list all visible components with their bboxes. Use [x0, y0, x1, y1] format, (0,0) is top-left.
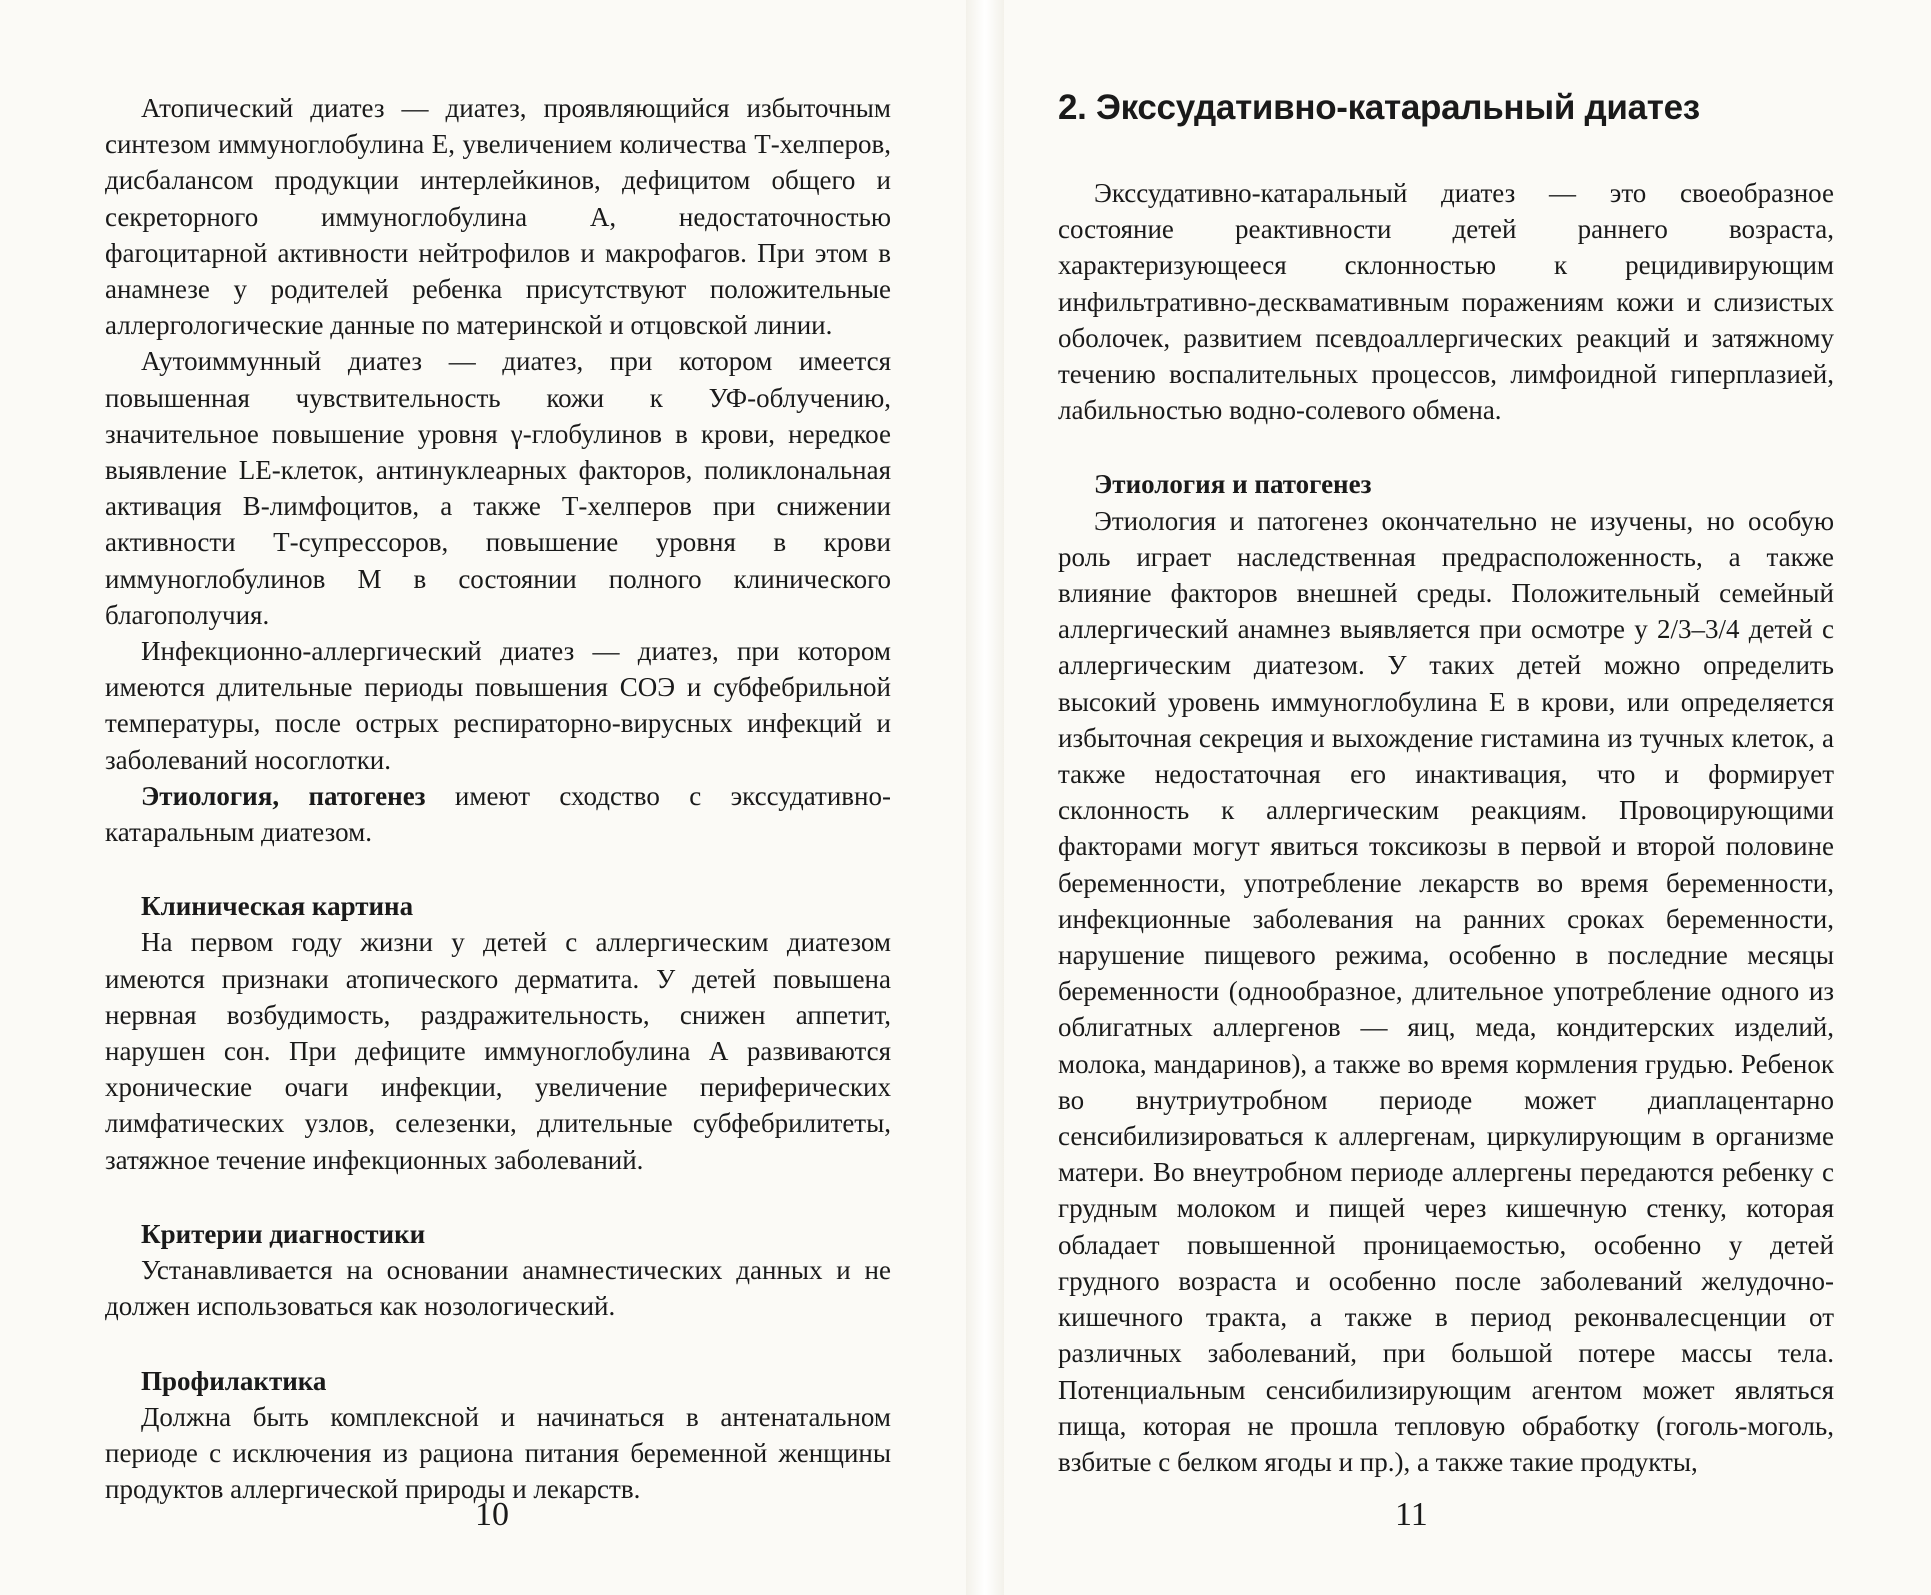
clinical-picture-text: На первом году жизни у детей с аллергическим диатезом имеются признаки атопического дерматита. У детей повышена нервная возбудимость, раздражительность, снижен аппетит, нарушен сон. При дефиците иммуноглобулина А развиваются хронические очаги инфекции, увеличение периферических лимфатических узлов, селезенки, длительные субфебрилитеты, затяжное течение инфекционных заболеваний.	[105, 927, 891, 1175]
etiology-rest-text: имеют сходство с экссудативно-катаральным диатезом.	[105, 780, 891, 848]
book-gutter	[966, 0, 1004, 1595]
diagnostic-criteria-heading: Критерии диагностики	[141, 1218, 426, 1249]
prevention-text: Должна быть комплексной и начинаться в антенатальном периоде с исключения из рациона питания беременной женщины продуктов аллергической природы и лекарств.	[105, 1401, 891, 1505]
section-title: 2. Экссудативно-катаральный диатез	[1058, 88, 1700, 127]
clinical-picture-heading: Клиническая картина	[141, 891, 414, 922]
right-text-block	[1058, 175, 1834, 1480]
intro-paragraph: Экссудативно-катаральный диатез — это своеобразное состояние реактивности детей раннего возраста, характеризующееся склонностью к рецидивирующим инфильтративно-десквамативным поражениям кожи и слизистых оболочек, развитием псевдоаллергических реакций и затяжному течению воспалительных процессов, лимфоидной гиперплазией, лабильностью водно-солевого обмена.	[1058, 178, 1834, 426]
paragraph-infectious-allergic-diathesis: Инфекционно-аллергический диатез — диатез, при котором имеются длительные периоды повышения СОЭ и субфебрильной температуры, после острых респираторно-вирусных инфекций и заболеваний носоглотки.	[105, 636, 891, 775]
diagnostic-criteria-text: Устанавливается на основании анамнестических данных и не должен использоваться как нозологический.	[105, 1255, 891, 1322]
paragraph-autoimmune-diathesis: Аутоиммунный диатез — диатез, при котором имеется повышенная чувствительность кожи к УФ-облучению, значительное повышение уровня γ-глобулинов в крови, нередкое выявление LE-клеток, антинуклеарных факторов, поликлональная активация В-лимфоцитов, а также Т-хелперов при снижении активности Т-супрессоров, повышение уровня в крови иммуноглобулинов М в состоянии полного клинического благополучия.	[105, 346, 891, 630]
paragraph-etiology-pathogenesis	[105, 778, 891, 850]
etiology-pathogenesis-text: Этиология и патогенез окончательно не изучены, но особую роль играет наследственная предрасположенность, а также влияние факторов внешней среды. Положительный семейный аллергический анамнез выявляется при осмотре у 2/3–3/4 детей с аллергическим диатезом. У таких детей можно определить высокий уровень иммуноглобулина Е в крови, или определяется избыточная секреция и выхождение гистамина из тучных клеток, а также недостаточная его инактивация, что и формирует склонность к аллергическим реакциям. Провоцирующими факторами могут явиться токсикозы в первой и второй половине беременности, употребление лекарств во время беременности, инфекционные заболевания на ранних сроках беременности, нарушение пищевого режима, особенно в последние месяцы беременности (однообразное, длительное употребление одного из облигатных аллергенов — яиц, меда, кондитерских изделий, молока, мандаринов), а также во время кормления грудью. Ребенок во внутриутробном периоде может диаплацентарно сенсибилизироваться к аллергенам, циркулирующим в организме матери. Во внеутробном периоде аллергены передаются ребенку с грудным молоком и пищей через кишечную стенку, которая обладает повышенной проницаемостью, особенно у детей грудного возраста и особенно после заболеваний желудочно-кишечного тракта, а также в период реконвалесценции от различных заболеваний, при большой потере массы тела. Потенциальным сенсибилизирующим агентом может являться пища, которая не прошла тепловую обработку (гоголь-моголь, взбитые с белком ягоды и пр.), а также такие продукты,	[1058, 505, 1834, 1477]
left-page	[0, 0, 965, 1595]
page-number-right: 11	[1395, 1496, 1428, 1533]
etiology-pathogenesis-heading: Этиология и патогенез	[1094, 469, 1372, 500]
paragraph-atopic-diathesis: Атопический диатез — диатез, проявляющийся избыточным синтезом иммуноглобулина Е, увеличением количества Т-хелперов, дисбалансом продукции интерлейкинов, дефицитом общего и секреторного иммуноглобулина А, недостаточностью фагоцитарной активности нейтрофилов и макрофагов. При этом в анамнезе у родителей ребенка присутствуют положительные аллергологические данные по материнской и отцовской линии.	[105, 93, 891, 341]
etiology-bold-lead: Этиология, патогенез	[141, 780, 426, 811]
right-page	[1004, 0, 1931, 1595]
left-text-block	[105, 90, 891, 1507]
prevention-heading: Профилактика	[141, 1365, 327, 1396]
page-number-left: 10	[475, 1496, 509, 1533]
